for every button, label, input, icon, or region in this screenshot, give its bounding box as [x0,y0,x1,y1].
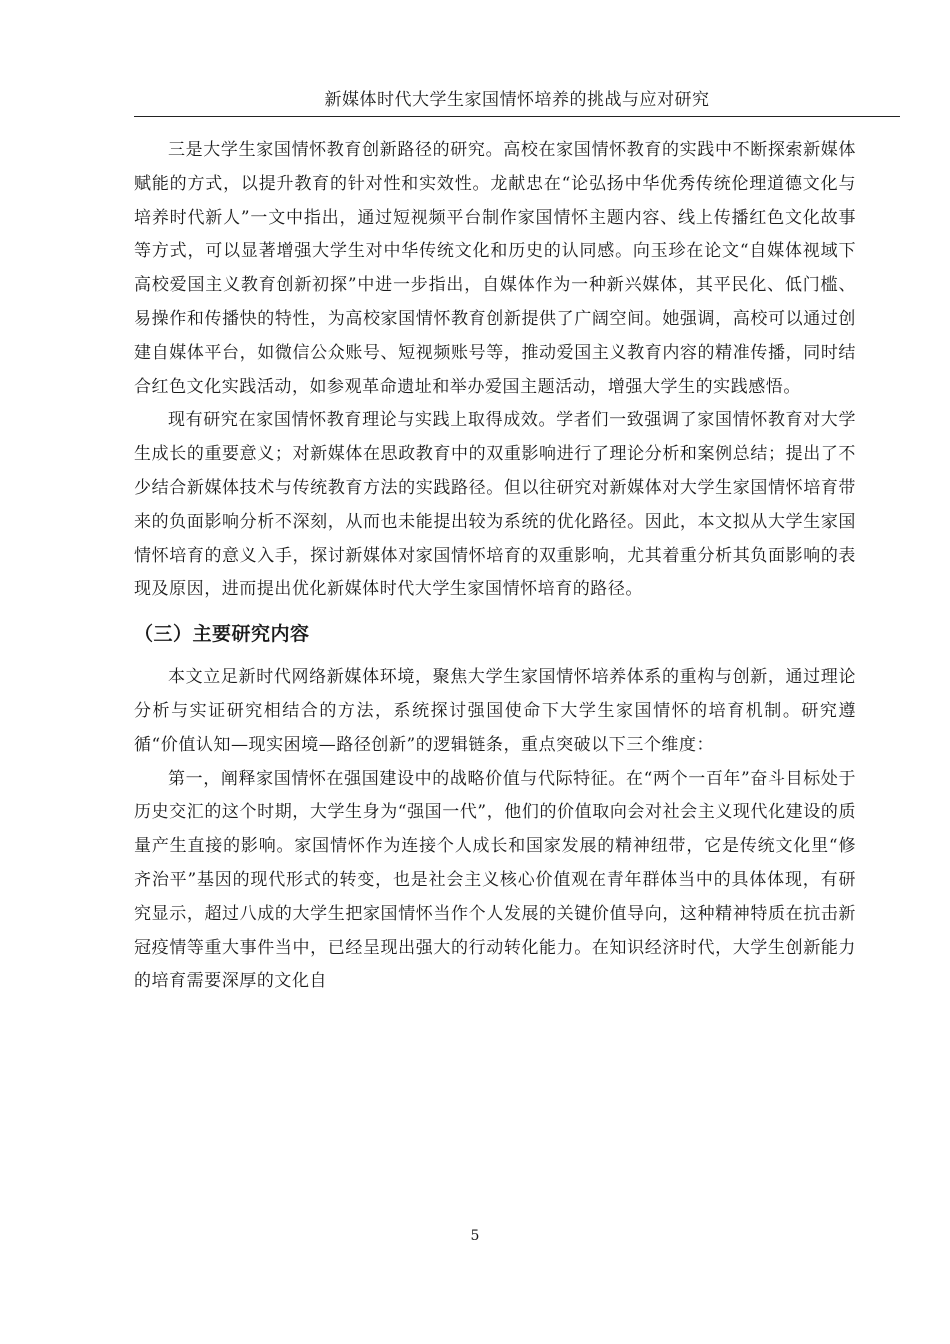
header-divider [134,116,900,117]
page-number: 5 [470,1228,480,1244]
paragraph: 本文立足新时代网络新媒体环境，聚焦大学生家国情怀培养体系的重构与创新，通过理论分析与实证研究相结合的方法，系统探讨强国使命下大学生家国情怀的培育机制。研究遵循“价值认知—现实困境—路径创新”的逻辑链条，重点突破以下三个维度： [134,667,856,755]
running-header: 新媒体时代大学生家国情怀培养的挑战与应对研究 [324,90,710,110]
paragraph: 现有研究在家国情怀教育理论与实践上取得成效。学者们一致强调了家国情怀教育对大学生成长的重要意义；对新媒体在思政教育中的双重影响进行了理论分析和案例总结；提出了不少结合新媒体技术与传统教育方法的实践路径。但以往研究对新媒体对大学生家国情怀培育带来的负面影响分析不深刻，从而也未能提出较为系统的优化路径。因此，本文拟从大学生家国情怀培育的意义入手，探讨新媒体对家国情怀培育的双重影响，尤其着重分析其负面影响的表现及原因，进而提出优化新媒体时代大学生家国情怀培育的路径。 [134,410,856,600]
paragraph: 三是大学生家国情怀教育创新路径的研究。高校在家国情怀教育的实践中不断探索新媒体赋能的方式，以提升教育的针对性和实效性。龙献忠在“论弘扬中华优秀传统伦理道德文化与培养时代新人”一文中指出，通过短视频平台制作家国情怀主题内容、线上传播红色文化故事等方式，可以显著增强大学生对中华传统文化和历史的认同感。向玉珍在论文“自媒体视域下高校爱国主义教育创新初探”中进一步指出，自媒体作为一种新兴媒体，其平民化、低门槛、易操作和传播快的特性，为高校家国情怀教育创新提供了广阔空间。她强调，高校可以通过创建自媒体平台，如微信公众账号、短视频账号等，推动爱国主义教育内容的精准传播，同时结合红色文化实践活动，如参观革命遗址和举办爱国主题活动，增强大学生的实践感悟。 [134,140,856,397]
body-text [134,134,856,999]
paragraph: 第一，阐释家国情怀在强国建设中的战略价值与代际特征。在“两个一百年”奋斗目标处于历史交汇的这个时期，大学生身为“强国一代”，他们的价值取向会对社会主义现代化建设的质量产生直接的影响。家国情怀作为连接个人成长和国家发展的精神纽带，它是传统文化里“修齐治平”基因的现代形式的转变，也是社会主义核心价值观在青年群体当中的具体体现，有研究显示，超过八成的大学生把家国情怀当作个人发展的关键价值导向，这种精神特质在抗击新冠疫情等重大事件当中，已经呈现出强大的行动转化能力。在知识经济时代，大学生创新能力的培育需要深厚的文化自 [134,768,856,992]
section-heading: （三）主要研究内容 [134,623,310,646]
